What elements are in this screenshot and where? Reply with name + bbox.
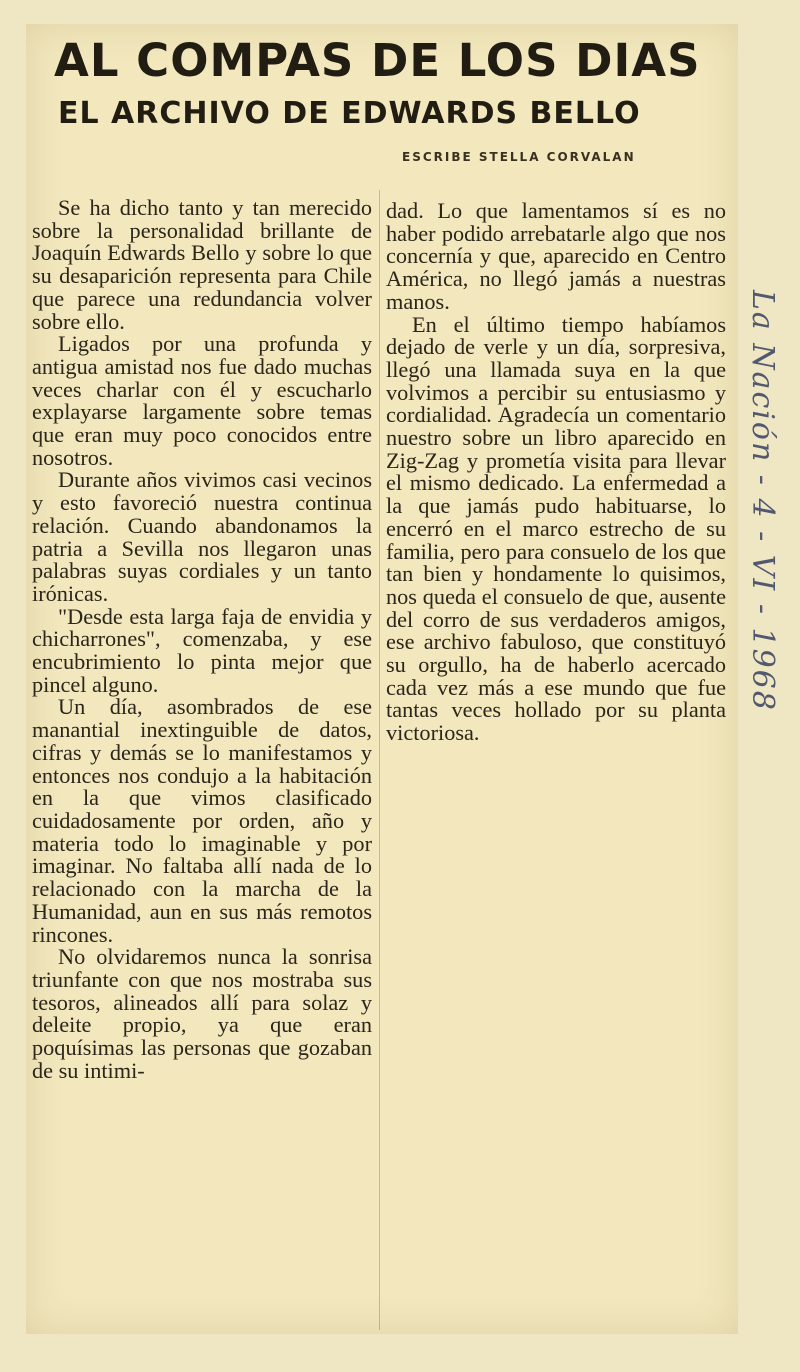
paragraph: Se ha dicho tanto y tan merecido sobre la personalidad brillante de Joaquín Edwards Bello y sobre lo que su desaparición representa para Chile que parece una redundancia volver sobre ello.: [32, 195, 372, 334]
paragraph: Durante años vivimos casi vecinos y esto favoreció nuestra continua relación. Cuando abandonamos la patria a Sevilla nos llegaron unas palabras suyas cordiales y un tanto irónicas.: [32, 467, 372, 606]
column-divider: [379, 190, 380, 1330]
paragraph: En el último tiempo habíamos dejado de verle y un día, sorpresiva, llegó una llamada suya en la que volvimos a percibir su entusiasmo y cordialidad. Agradecía un comentario nuestro sobre un libro aparecido en Zig-Zag y prometía visita para llevar el mismo dedicado. La enfermedad a la que jamás pudo habituarse, lo encerró en el marco estrecho de su familia, pero para consuelo de los que tan bien y hondamente lo quisimos, nos queda el consuelo de que, ausente del corro de sus verdaderos amigos, ese archivo fabuloso, que constituyó su orgullo, ha de haberlo acercado cada vez más a ese mundo que fue tantas veces hollado por su planta victoriosa.: [386, 311, 726, 746]
headline: AL COMPAS DE LOS DIAS: [54, 34, 701, 87]
paragraph: "Desde esta larga faja de envidia y chicharrones", comenzaba, y ese encubrimiento lo pinta mejor que pincel alguno.: [32, 603, 372, 697]
byline: ESCRIBE STELLA CORVALAN: [402, 150, 636, 164]
article-column-right: [386, 200, 726, 745]
paragraph: dad. Lo que lamentamos sí es no haber podido arrebatarle algo que nos concernía y que, aparecido en Centro América, no llegó jamás a nuestras manos.: [386, 198, 726, 314]
paragraph: Un día, asombrados de ese manantial inextinguible de datos, cifras y demás se lo manifestamos y entonces nos condujo a la habitación en la que vimos clasificado cuidadosamente por orden, año y materia todo lo imaginable y por imaginar. No faltaba allí nada de lo relacionado con la marcha de la Humanidad, aun en sus más remotos rincones.: [32, 694, 372, 947]
handwritten-note: [742, 290, 800, 850]
article-column-left: [32, 197, 372, 1082]
subheadline: EL ARCHIVO DE EDWARDS BELLO: [58, 96, 641, 131]
paragraph: Ligados por una profunda y antigua amistad nos fue dado muchas veces charlar con él y escucharlo explayarse largamente sobre temas que eran muy poco conocidos entre nosotros.: [32, 331, 372, 470]
paragraph: No olvidaremos nunca la sonrisa triunfante con que nos mostraba sus tesoros, alineados allí para solaz y deleite propio, ya que eran poquísimas las personas que gozaban de su intimi-: [32, 944, 372, 1083]
handwritten-note-text: La Nación - 4 - VI - 1968: [745, 290, 780, 712]
